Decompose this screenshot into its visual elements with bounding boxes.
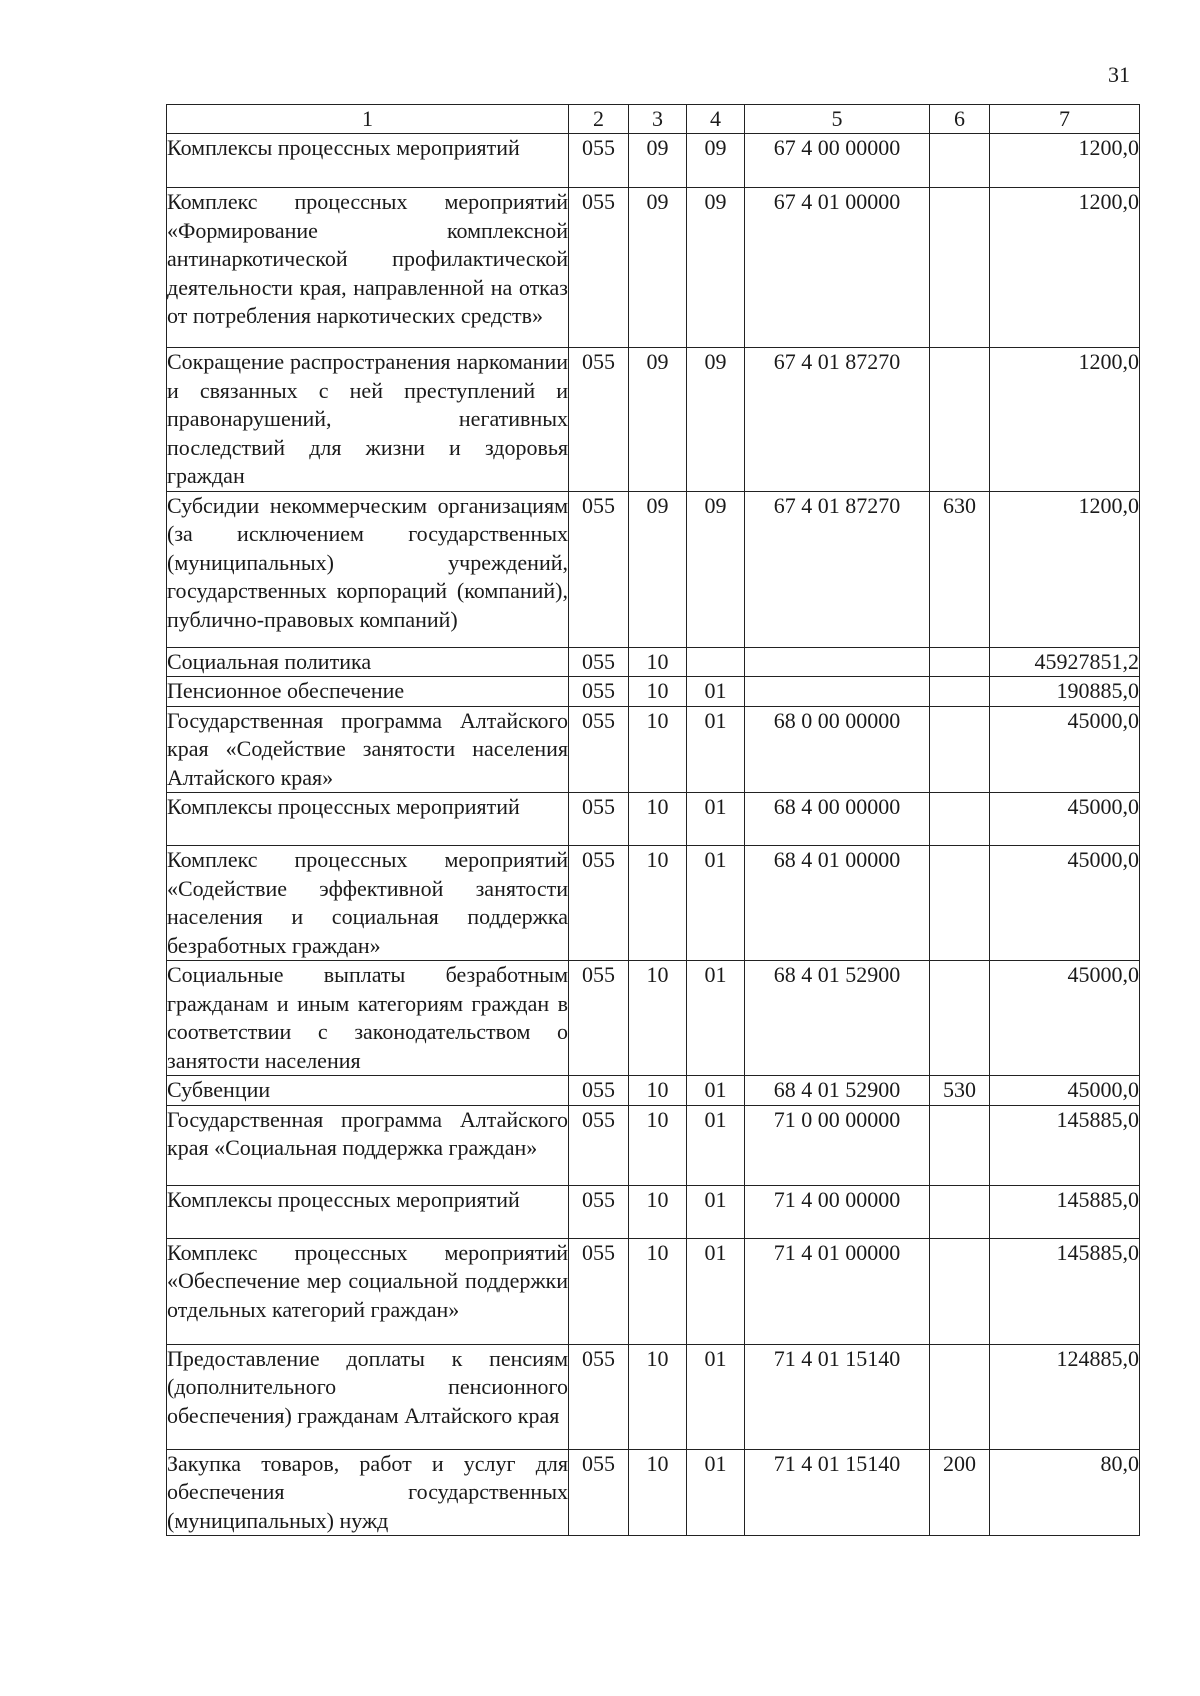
section-code-cell: 09 bbox=[629, 491, 687, 647]
table-row bbox=[167, 491, 1140, 647]
expense-type-cell bbox=[930, 677, 990, 707]
row-name-cell: Комплексы процессных мероприятий bbox=[167, 134, 569, 188]
amount-cell: 45927851,2 bbox=[990, 647, 1140, 677]
section-code-cell: 09 bbox=[629, 348, 687, 492]
row-name-cell: Субвенции bbox=[167, 1076, 569, 1106]
col-header-7: 7 bbox=[990, 105, 1140, 134]
amount-cell: 145885,0 bbox=[990, 1105, 1140, 1185]
row-name-cell: Комплекс процессных мероприятий «Содействие эффективной занятости населения и социальная поддержка безработных граждан» bbox=[167, 846, 569, 961]
section-code-cell: 10 bbox=[629, 1185, 687, 1238]
budget-table bbox=[166, 104, 1140, 1536]
expense-type-cell bbox=[930, 348, 990, 492]
subsection-code-cell: 01 bbox=[687, 1105, 745, 1185]
section-code-cell: 10 bbox=[629, 647, 687, 677]
target-article-cell: 71 4 01 15140 bbox=[745, 1344, 930, 1449]
admin-code-cell: 055 bbox=[569, 1076, 629, 1106]
section-code-cell: 10 bbox=[629, 1238, 687, 1344]
section-code-cell: 10 bbox=[629, 1344, 687, 1449]
target-article-cell: 67 4 00 00000 bbox=[745, 134, 930, 188]
target-article-cell: 68 4 00 00000 bbox=[745, 793, 930, 846]
admin-code-cell: 055 bbox=[569, 1449, 629, 1536]
expense-type-cell: 200 bbox=[930, 1449, 990, 1536]
expense-type-cell bbox=[930, 1238, 990, 1344]
row-name-cell: Сокращение распространения наркомании и связанных с ней преступлений и правонарушений, негативных последствий для жизни и здоровья граждан bbox=[167, 348, 569, 492]
row-name-cell: Закупка товаров, работ и услуг для обеспечения государственных (муниципальных) нужд bbox=[167, 1449, 569, 1536]
row-name-cell: Комплексы процессных мероприятий bbox=[167, 1185, 569, 1238]
row-name-cell: Социальная политика bbox=[167, 647, 569, 677]
table-row bbox=[167, 1449, 1140, 1536]
amount-cell: 45000,0 bbox=[990, 846, 1140, 961]
target-article-cell: 68 4 01 52900 bbox=[745, 1076, 930, 1106]
col-header-1: 1 bbox=[167, 105, 569, 134]
amount-cell: 124885,0 bbox=[990, 1344, 1140, 1449]
amount-cell: 145885,0 bbox=[990, 1238, 1140, 1344]
amount-cell: 190885,0 bbox=[990, 677, 1140, 707]
expense-type-cell bbox=[930, 846, 990, 961]
col-header-2: 2 bbox=[569, 105, 629, 134]
col-header-5: 5 bbox=[745, 105, 930, 134]
col-header-4: 4 bbox=[687, 105, 745, 134]
amount-cell: 45000,0 bbox=[990, 706, 1140, 793]
amount-cell: 1200,0 bbox=[990, 188, 1140, 348]
table-row bbox=[167, 1105, 1140, 1185]
admin-code-cell: 055 bbox=[569, 491, 629, 647]
table-body bbox=[167, 134, 1140, 1536]
section-code-cell: 10 bbox=[629, 706, 687, 793]
subsection-code-cell: 01 bbox=[687, 677, 745, 707]
expense-type-cell bbox=[930, 961, 990, 1076]
subsection-code-cell: 01 bbox=[687, 846, 745, 961]
subsection-code-cell: 09 bbox=[687, 491, 745, 647]
table-row bbox=[167, 846, 1140, 961]
admin-code-cell: 055 bbox=[569, 793, 629, 846]
section-code-cell: 09 bbox=[629, 188, 687, 348]
expense-type-cell bbox=[930, 188, 990, 348]
row-name-cell: Комплекс процессных мероприятий «Формирование комплексной антинаркотической профилактической деятельности края, направленной на отказ от потребления наркотических средств» bbox=[167, 188, 569, 348]
amount-cell: 1200,0 bbox=[990, 491, 1140, 647]
table-row bbox=[167, 647, 1140, 677]
subsection-code-cell: 09 bbox=[687, 348, 745, 492]
row-name-cell: Социальные выплаты безработным гражданам и иным категориям граждан в соответствии с законодательством о занятости населения bbox=[167, 961, 569, 1076]
target-article-cell bbox=[745, 647, 930, 677]
amount-cell: 145885,0 bbox=[990, 1185, 1140, 1238]
subsection-code-cell: 01 bbox=[687, 1076, 745, 1106]
admin-code-cell: 055 bbox=[569, 706, 629, 793]
subsection-code-cell: 01 bbox=[687, 1185, 745, 1238]
target-article-cell: 68 4 01 52900 bbox=[745, 961, 930, 1076]
expense-type-cell bbox=[930, 134, 990, 188]
expense-type-cell bbox=[930, 1105, 990, 1185]
expense-type-cell bbox=[930, 1344, 990, 1449]
subsection-code-cell: 01 bbox=[687, 961, 745, 1076]
row-name-cell: Пенсионное обеспечение bbox=[167, 677, 569, 707]
admin-code-cell: 055 bbox=[569, 846, 629, 961]
row-name-cell: Государственная программа Алтайского края «Содействие занятости населения Алтайского края» bbox=[167, 706, 569, 793]
expense-type-cell bbox=[930, 1185, 990, 1238]
subsection-code-cell: 09 bbox=[687, 134, 745, 188]
admin-code-cell: 055 bbox=[569, 1105, 629, 1185]
table-row bbox=[167, 1185, 1140, 1238]
row-name-cell: Комплексы процессных мероприятий bbox=[167, 793, 569, 846]
section-code-cell: 09 bbox=[629, 134, 687, 188]
section-code-cell: 10 bbox=[629, 677, 687, 707]
amount-cell: 45000,0 bbox=[990, 793, 1140, 846]
admin-code-cell: 055 bbox=[569, 1344, 629, 1449]
table-row bbox=[167, 348, 1140, 492]
target-article-cell: 71 0 00 00000 bbox=[745, 1105, 930, 1185]
amount-cell: 45000,0 bbox=[990, 1076, 1140, 1106]
admin-code-cell: 055 bbox=[569, 348, 629, 492]
subsection-code-cell bbox=[687, 647, 745, 677]
target-article-cell bbox=[745, 677, 930, 707]
table-row bbox=[167, 134, 1140, 188]
target-article-cell: 68 0 00 00000 bbox=[745, 706, 930, 793]
admin-code-cell: 055 bbox=[569, 188, 629, 348]
page-number: 31 bbox=[1108, 62, 1130, 87]
admin-code-cell: 055 bbox=[569, 647, 629, 677]
target-article-cell: 71 4 00 00000 bbox=[745, 1185, 930, 1238]
expense-type-cell: 530 bbox=[930, 1076, 990, 1106]
target-article-cell: 71 4 01 00000 bbox=[745, 1238, 930, 1344]
target-article-cell: 68 4 01 00000 bbox=[745, 846, 930, 961]
subsection-code-cell: 01 bbox=[687, 1449, 745, 1536]
expense-type-cell bbox=[930, 647, 990, 677]
table-row bbox=[167, 188, 1140, 348]
row-name-cell: Предоставление доплаты к пенсиям (дополнительного пенсионного обеспечения) гражданам Алтайского края bbox=[167, 1344, 569, 1449]
section-code-cell: 10 bbox=[629, 793, 687, 846]
subsection-code-cell: 09 bbox=[687, 188, 745, 348]
row-name-cell: Комплекс процессных мероприятий «Обеспечение мер социальной поддержки отдельных категорий граждан» bbox=[167, 1238, 569, 1344]
table-row bbox=[167, 706, 1140, 793]
section-code-cell: 10 bbox=[629, 1076, 687, 1106]
section-code-cell: 10 bbox=[629, 961, 687, 1076]
section-code-cell: 10 bbox=[629, 846, 687, 961]
section-code-cell: 10 bbox=[629, 1105, 687, 1185]
target-article-cell: 71 4 01 15140 bbox=[745, 1449, 930, 1536]
col-header-6: 6 bbox=[930, 105, 990, 134]
header-row bbox=[167, 105, 1140, 134]
amount-cell: 45000,0 bbox=[990, 961, 1140, 1076]
expense-type-cell: 630 bbox=[930, 491, 990, 647]
subsection-code-cell: 01 bbox=[687, 706, 745, 793]
table-row bbox=[167, 793, 1140, 846]
admin-code-cell: 055 bbox=[569, 677, 629, 707]
row-name-cell: Субсидии некоммерческим организациям (за исключением государственных (муниципальных) учреждений, государственных корпораций (компаний), публично-правовых компаний) bbox=[167, 491, 569, 647]
table-row bbox=[167, 677, 1140, 707]
section-code-cell: 10 bbox=[629, 1449, 687, 1536]
admin-code-cell: 055 bbox=[569, 1185, 629, 1238]
table-row bbox=[167, 1344, 1140, 1449]
col-header-3: 3 bbox=[629, 105, 687, 134]
subsection-code-cell: 01 bbox=[687, 1344, 745, 1449]
table-row bbox=[167, 961, 1140, 1076]
target-article-cell: 67 4 01 87270 bbox=[745, 348, 930, 492]
subsection-code-cell: 01 bbox=[687, 1238, 745, 1344]
row-name-cell: Государственная программа Алтайского края «Социальная поддержка граждан» bbox=[167, 1105, 569, 1185]
target-article-cell: 67 4 01 00000 bbox=[745, 188, 930, 348]
expense-type-cell bbox=[930, 706, 990, 793]
admin-code-cell: 055 bbox=[569, 961, 629, 1076]
amount-cell: 1200,0 bbox=[990, 134, 1140, 188]
admin-code-cell: 055 bbox=[569, 1238, 629, 1344]
table-row bbox=[167, 1076, 1140, 1106]
amount-cell: 80,0 bbox=[990, 1449, 1140, 1536]
target-article-cell: 67 4 01 87270 bbox=[745, 491, 930, 647]
table-row bbox=[167, 1238, 1140, 1344]
amount-cell: 1200,0 bbox=[990, 348, 1140, 492]
admin-code-cell: 055 bbox=[569, 134, 629, 188]
expense-type-cell bbox=[930, 793, 990, 846]
subsection-code-cell: 01 bbox=[687, 793, 745, 846]
